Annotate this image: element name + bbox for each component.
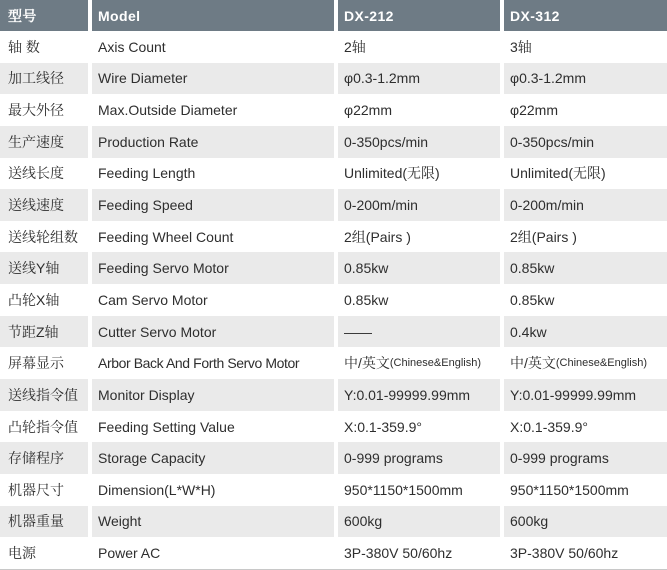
value-text: X:0.1-359.9° <box>344 418 422 435</box>
value-dx212 <box>338 158 500 190</box>
row-label-cn: 机器尺寸 <box>0 474 88 506</box>
value-text: Unlimited(无限) <box>344 165 440 182</box>
value-dx212 <box>338 506 500 538</box>
row-label-en: Cam Servo Motor <box>92 284 334 316</box>
value-text: φ22mm <box>344 102 392 119</box>
value-dx212 <box>338 474 500 506</box>
table-row <box>0 63 667 95</box>
row-label-cn: 送线速度 <box>0 189 88 221</box>
value-dx212 <box>338 537 500 569</box>
row-label-en: Power AC <box>92 537 334 569</box>
value-text: 950*1150*1500mm <box>510 481 629 498</box>
value-dx212 <box>338 411 500 443</box>
value-dx212 <box>338 284 500 316</box>
table-row <box>0 252 667 284</box>
row-label-en: Monitor Display <box>92 379 334 411</box>
value-small-text: (Chinese&English) <box>389 357 481 370</box>
table-row <box>0 379 667 411</box>
value-dx312 <box>504 31 667 63</box>
value-text: 600kg <box>344 513 383 530</box>
header-model-en: Model <box>92 0 334 31</box>
row-label-en: Feeding Servo Motor <box>92 252 334 284</box>
value-text: 0.85kw <box>344 291 389 308</box>
row-label-cn: 电源 <box>0 537 88 569</box>
value-dx212 <box>338 316 500 348</box>
value-dx312 <box>504 221 667 253</box>
value-text: X:0.1-359.9° <box>510 418 588 435</box>
table-row <box>0 31 667 63</box>
header-model-cn: 型号 <box>0 0 88 31</box>
table-row <box>0 347 667 379</box>
row-label-cn: 机器重量 <box>0 506 88 538</box>
row-label-en: Wire Diameter <box>92 63 334 95</box>
row-label-cn: 节距Z轴 <box>0 316 88 348</box>
value-dx312 <box>504 126 667 158</box>
value-dx312 <box>504 537 667 569</box>
value-text: 2组(Pairs ) <box>510 228 577 245</box>
value-text: 0-200m/min <box>510 197 584 214</box>
value-dx212 <box>338 63 500 95</box>
value-dx312 <box>504 63 667 95</box>
value-text: 0-999 programs <box>344 450 443 467</box>
table-row <box>0 189 667 221</box>
row-label-cn: 送线长度 <box>0 158 88 190</box>
row-label-cn: 生产速度 <box>0 126 88 158</box>
row-label-en: Feeding Wheel Count <box>92 221 334 253</box>
row-label-en: Storage Capacity <box>92 442 334 474</box>
row-label-cn: 送线轮组数 <box>0 221 88 253</box>
row-label-en: Max.Outside Diameter <box>92 94 334 126</box>
table-row <box>0 474 667 506</box>
value-dx312 <box>504 284 667 316</box>
row-label-en: Arbor Back And Forth Servo Motor <box>92 347 334 379</box>
row-label-cn: 凸轮指令值 <box>0 411 88 443</box>
value-dx312 <box>504 158 667 190</box>
row-label-cn: 存储程序 <box>0 442 88 474</box>
value-text: 0-350pcs/min <box>510 133 595 150</box>
value-text: 0.85kw <box>510 260 555 277</box>
value-text: 600kg <box>510 513 549 530</box>
value-text: 0-200m/min <box>344 197 418 214</box>
value-dx212 <box>338 94 500 126</box>
value-dx212 <box>338 252 500 284</box>
row-label-en: Feeding Setting Value <box>92 411 334 443</box>
value-dx312 <box>504 316 667 348</box>
row-label-cn: 加工线径 <box>0 63 88 95</box>
header-dx312: DX-312 <box>504 0 667 31</box>
value-dx312 <box>504 252 667 284</box>
value-text: 0.85kw <box>344 260 389 277</box>
value-text: 3P-380V 50/60hz <box>344 545 453 562</box>
value-text: 3P-380V 50/60hz <box>510 545 619 562</box>
table-row <box>0 316 667 348</box>
value-dx212 <box>338 442 500 474</box>
row-label-en: Feeding Speed <box>92 189 334 221</box>
value-dx312 <box>504 94 667 126</box>
value-text: φ0.3-1.2mm <box>510 70 586 87</box>
header-dx212: DX-212 <box>338 0 500 31</box>
value-text: 0-350pcs/min <box>344 133 429 150</box>
value-text: 3轴 <box>510 38 532 55</box>
value-text: Y:0.01-99999.99mm <box>344 386 471 403</box>
row-label-cn: 屏幕显示 <box>0 347 88 379</box>
value-dx212 <box>338 126 500 158</box>
row-label-en: Feeding Length <box>92 158 334 190</box>
row-label-cn: 最大外径 <box>0 94 88 126</box>
table-header-row <box>0 0 667 31</box>
table-row <box>0 411 667 443</box>
row-label-cn: 送线指令值 <box>0 379 88 411</box>
value-text: φ22mm <box>510 102 558 119</box>
value-dx212 <box>338 31 500 63</box>
value-dx312 <box>504 474 667 506</box>
value-dx212 <box>338 221 500 253</box>
value-text: —— <box>344 323 372 340</box>
value-text: 0.85kw <box>510 291 555 308</box>
row-label-cn: 送线Y轴 <box>0 252 88 284</box>
row-label-en: Production Rate <box>92 126 334 158</box>
row-label-en: Weight <box>92 506 334 538</box>
value-text: Y:0.01-99999.99mm <box>510 386 637 403</box>
table-row <box>0 284 667 316</box>
value-text: 中/英文 <box>510 355 556 372</box>
value-dx312 <box>504 506 667 538</box>
table-row <box>0 537 667 569</box>
table-row <box>0 506 667 538</box>
value-dx312 <box>504 347 667 379</box>
row-label-en: Dimension(L*W*H) <box>92 474 334 506</box>
table-row <box>0 94 667 126</box>
value-dx312 <box>504 189 667 221</box>
value-dx212 <box>338 379 500 411</box>
table-row <box>0 442 667 474</box>
value-dx212 <box>338 347 500 379</box>
row-label-cn: 凸轮X轴 <box>0 284 88 316</box>
value-text: 中/英文 <box>344 355 390 372</box>
value-dx312 <box>504 411 667 443</box>
table-row <box>0 221 667 253</box>
value-text: 2组(Pairs ) <box>344 228 411 245</box>
value-text: 2轴 <box>344 38 366 55</box>
value-small-text: (Chinese&English) <box>555 357 647 370</box>
value-text: Unlimited(无限) <box>510 165 606 182</box>
table-row <box>0 126 667 158</box>
value-dx212 <box>338 189 500 221</box>
value-text: 0-999 programs <box>510 450 609 467</box>
row-label-en: Axis Count <box>92 31 334 63</box>
row-label-cn: 轴 数 <box>0 31 88 63</box>
value-text: 950*1150*1500mm <box>344 481 463 498</box>
value-text: φ0.3-1.2mm <box>344 70 420 87</box>
value-dx312 <box>504 379 667 411</box>
value-dx312 <box>504 442 667 474</box>
table-row <box>0 158 667 190</box>
value-text: 0.4kw <box>510 323 547 340</box>
row-label-en: Cutter Servo Motor <box>92 316 334 348</box>
